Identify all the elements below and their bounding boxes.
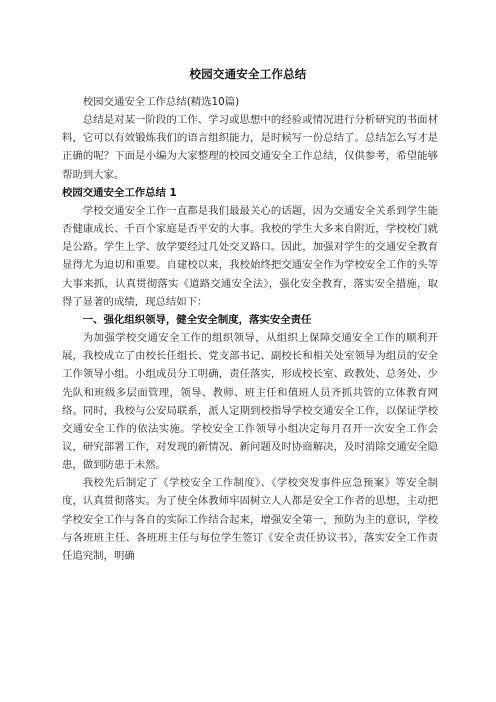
intro-paragraph: 总结是对某一阶段的工作、学习或思想中的经验或情况进行分析研究的书面材料，它可以有效锻炼我们的语言组织能力，是时候写一份总结了。总结怎么写才是正确的呢？下面是小编为大家整理的校园交通安全工作总结，仅供参考，希望能够帮助到大家。 [62,114,438,181]
document-title: 校园交通安全工作总结 [189,67,307,81]
body-paragraph: 我校先后制定了《学校安全工作制度》、《学校突发事件应急预案》等安全制度，认真贯彻落实。为了使全体教师牢固树立人人都是安全工作者的思想，主动把学校安全工作与各自的实际工作结合起来，增强安全第一，预防为主的意识，学校与各班班主任、各班班主任与每位学生签订《安全责任协议书》，落实安全工作责任追究制，明确 [62,477,438,562]
document-subtitle: 校园交通安全工作总结(精选10篇) [82,96,240,108]
body-paragraph: 为加强学校交通安全工作的组织领导，从组织上保障交通安全工作的顺利开展，我校成立了由校长任组长、党支部书记、副校长和相关处室领导为组员的安全工作领导小组。小组成员分工明确，责任落实，形成校长室、政教处、总务处、少先队和班级多层面管理，领导、教师、班主任和值班人员齐抓共管的立体教育网络。同时，我校与公安局联系，派人定期到校指导学校交通安全工作，以保证学校交通安全工作的依法实施。学校安全工作领导小组决定每月召开一次安全工作会议，研究部署工作，对发现的新情况、新问题及时协商解决，及时消除交通安全隐患，做到防患于未然。 [62,332,438,472]
body-paragraph: 学校交通安全工作一直都是我们最最关心的话题，因为交通安全关系到学生能否健康成长、千百个家庭是否平安的大事。我校的学生大多来自附近，学校校门就是公路。学生上学、放学要经过几处交叉路口。因此，加强对学生的交通安全教育显得尤为迫切和重要。自建校以来，我校始终把交通安全作为学校安全工作的头等大事来抓，认真贯彻落实《道路交通安全法》，强化安全教育，落实安全措施，取得了显著的成绩，现总结如下： [62,204,438,308]
document-body [62,93,438,565]
subsection-heading: 一、强化组织领导，健全安全制度，落实安全责任 [82,313,312,326]
section-heading: 校园交通安全工作总结 1 [62,186,177,199]
